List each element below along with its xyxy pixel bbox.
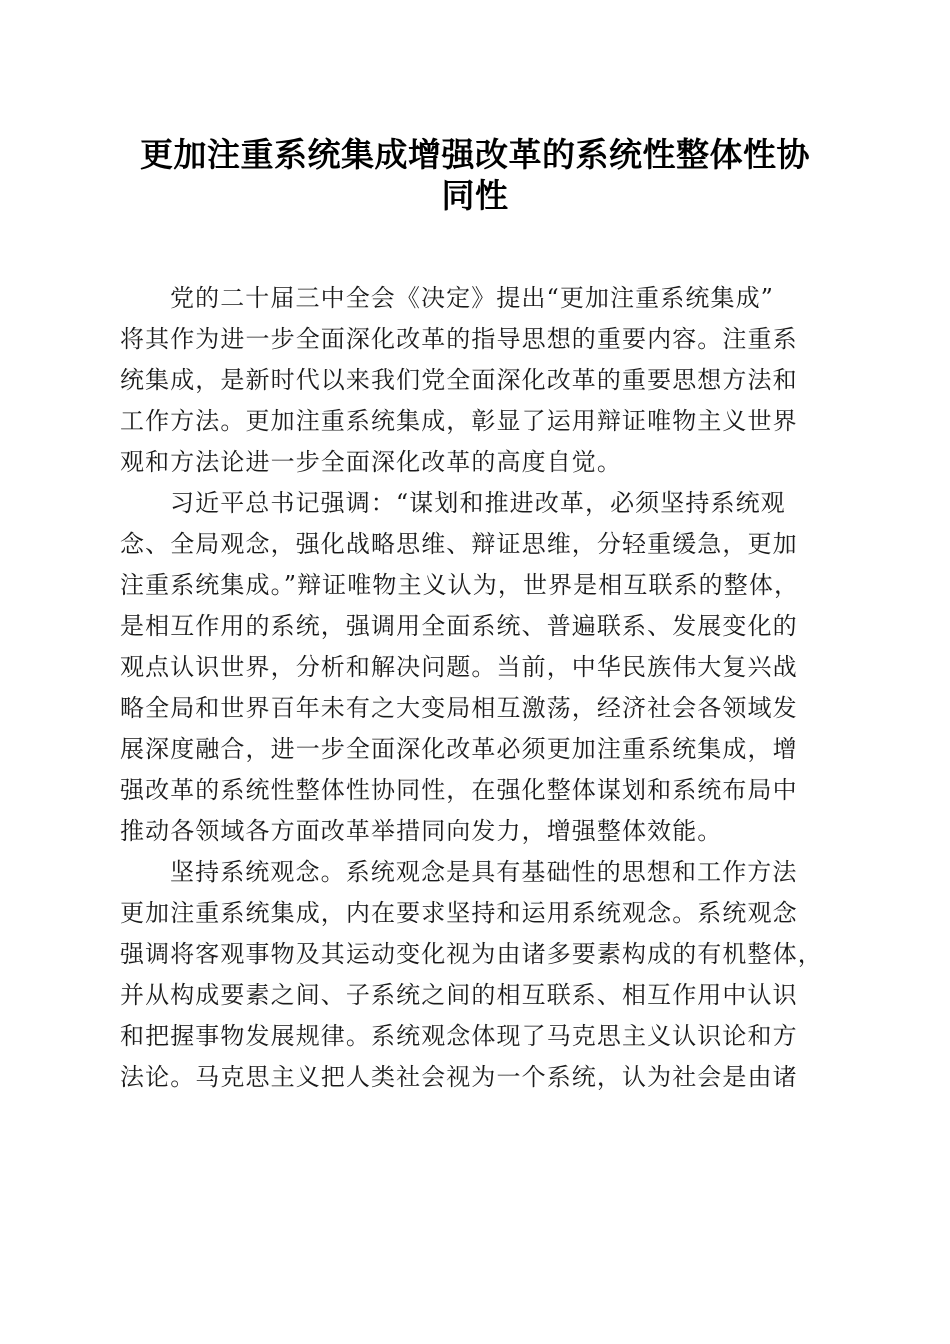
- text-line: 是相互作用的系统，强调用全面系统、普遍联系、发展变化的: [120, 612, 798, 640]
- text-line: 和把握事物发展规律。系统观念体现了马克思主义认识论和方: [120, 1022, 798, 1050]
- text-line: 推动各领域各方面改革举措同向发力，增强整体效能。: [120, 817, 723, 845]
- text-line: 统集成，是新时代以来我们党全面深化改革的重要思想方法和: [120, 366, 798, 394]
- title-line-1: 更加注重系统集成增强改革的系统性整体性协: [140, 135, 810, 174]
- text-line: 工作方法。更加注重系统集成，彰显了运用辩证唯物主义世界: [120, 407, 798, 435]
- document-body: [120, 278, 832, 1098]
- paragraph-1: [120, 278, 832, 483]
- document-title: [100, 132, 850, 214]
- text-line: 略全局和世界百年未有之大变局相互激荡，经济社会各领域发: [120, 694, 798, 722]
- text-line: 更加注重系统集成，内在要求坚持和运用系统观念。系统观念: [120, 899, 798, 927]
- text-line: 注重系统集成。”辩证唯物主义认为，世界是相互联系的整体，: [120, 571, 800, 599]
- text-line: 强改革的系统性整体性协同性，在强化整体谋划和系统布局中: [120, 776, 798, 804]
- text-line: 观点认识世界，分析和解决问题。当前，中华民族伟大复兴战: [120, 653, 798, 681]
- text-line: 观和方法论进一步全面深化改革的高度自觉。: [120, 448, 622, 476]
- text-line: 将其作为进一步全面深化改革的指导思想的重要内容。注重系: [120, 325, 798, 353]
- text-line: 坚持系统观念。系统观念是具有基础性的思想和工作方法: [170, 858, 798, 886]
- paragraph-2: [120, 483, 832, 852]
- text-line: 法论。马克思主义把人类社会视为一个系统，认为社会是由诸: [120, 1063, 798, 1091]
- text-line: 习近平总书记强调：“谋划和推进改革，必须坚持系统观: [170, 489, 786, 517]
- text-line: 展深度融合，进一步全面深化改革必须更加注重系统集成，增: [120, 735, 798, 763]
- paragraph-3: [120, 852, 832, 1098]
- text-line: 并从构成要素之间、子系统之间的相互联系、相互作用中认识: [120, 981, 798, 1009]
- title-line-2: 同性: [441, 176, 509, 215]
- text-line: 强调将客观事物及其运动变化视为由诸多要素构成的有机整体，: [120, 940, 823, 968]
- text-line: 党的二十届三中全会《决定》提出“更加注重系统集成”: [170, 284, 775, 312]
- text-line: 念、全局观念，强化战略思维、辩证思维，分轻重缓急，更加: [120, 530, 798, 558]
